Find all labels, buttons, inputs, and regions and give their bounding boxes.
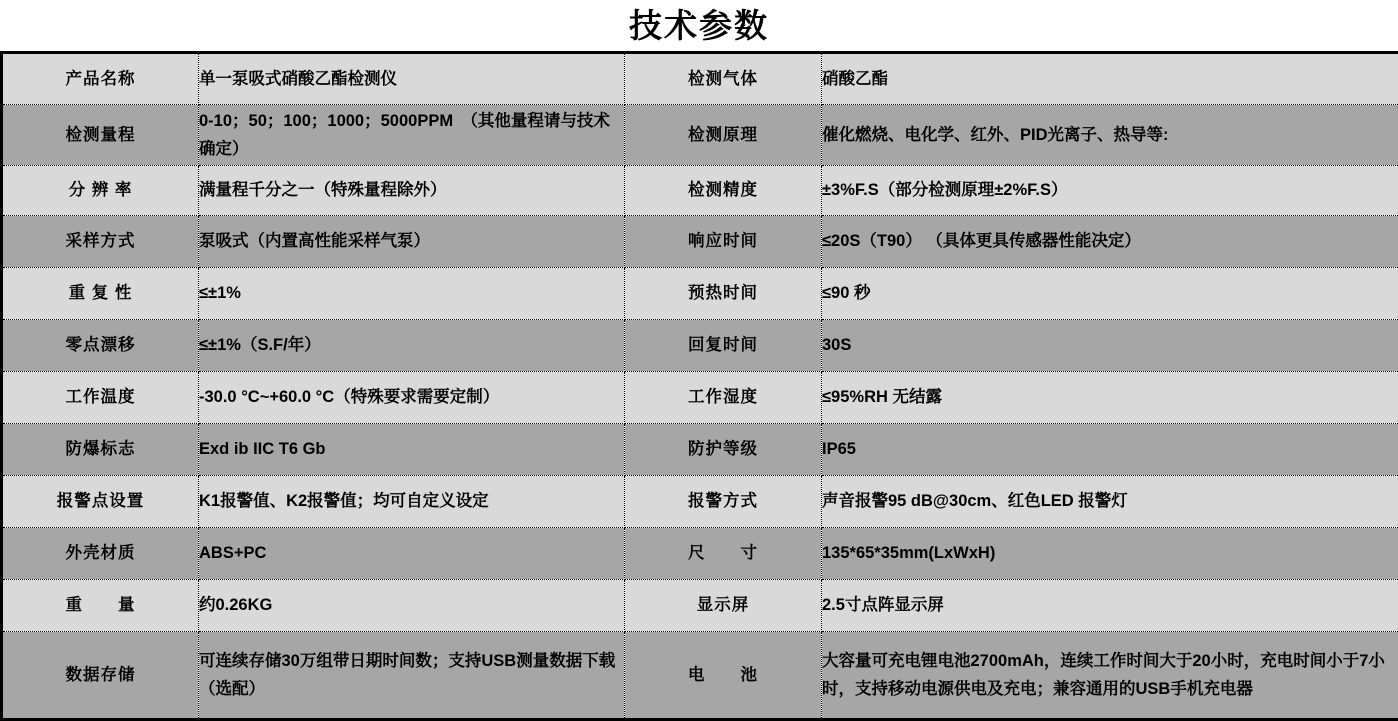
spec-table (0, 51, 1398, 721)
spec-label: 响应时间 (625, 215, 822, 267)
spec-label: 电 池 (625, 631, 822, 719)
spec-value: K1报警值、K2报警值；均可自定义设定 (199, 475, 625, 527)
spec-label: 零点漂移 (2, 319, 199, 371)
spec-label: 重 量 (2, 579, 199, 631)
spec-value: 大容量可充电锂电池2700mAh，连续工作时间大于20小时，充电时间小于7小时，支持移动电源供电及充电；兼容通用的USB手机充电器 (822, 631, 1398, 719)
table-row (2, 267, 1398, 319)
spec-label: 尺 寸 (625, 527, 822, 579)
spec-value: 泵吸式（内置高性能采样气泵） (199, 215, 625, 267)
table-row (2, 165, 1398, 215)
spec-value: 30S (822, 319, 1398, 371)
spec-value: ≤90 秒 (822, 267, 1398, 319)
spec-value: 0-10；50；100；1000；5000PPM （其他量程请与技术确定） (199, 104, 625, 165)
spec-label: 显示屏 (625, 579, 822, 631)
table-row (2, 52, 1398, 104)
table-row (2, 423, 1398, 475)
spec-value: ≤20S（T90） （具体更具传感器性能决定） (822, 215, 1398, 267)
spec-value: 2.5寸点阵显示屏 (822, 579, 1398, 631)
spec-label: 外壳材质 (2, 527, 199, 579)
spec-label: 报警方式 (625, 475, 822, 527)
spec-value: 声音报警95 dB@30cm、红色LED 报警灯 (822, 475, 1398, 527)
spec-label: 防护等级 (625, 423, 822, 475)
spec-label: 防爆标志 (2, 423, 199, 475)
table-row (2, 371, 1398, 423)
spec-value: 硝酸乙酯 (822, 52, 1398, 104)
spec-label: 工作湿度 (625, 371, 822, 423)
spec-value: 约0.26KG (199, 579, 625, 631)
spec-value: ≤±1% (199, 267, 625, 319)
spec-value: ±3%F.S（部分检测原理±2%F.S） (822, 165, 1398, 215)
spec-value: Exd ib IIC T6 Gb (199, 423, 625, 475)
spec-label: 分 辨 率 (2, 165, 199, 215)
table-row (2, 215, 1398, 267)
spec-value: -30.0 °C~+60.0 °C（特殊要求需要定制） (199, 371, 625, 423)
spec-label: 报警点设置 (2, 475, 199, 527)
spec-label: 检测精度 (625, 165, 822, 215)
spec-label: 检测原理 (625, 104, 822, 165)
spec-label: 检测气体 (625, 52, 822, 104)
spec-value: 催化燃烧、电化学、红外、PID光离子、热导等: (822, 104, 1398, 165)
spec-label: 检测量程 (2, 104, 199, 165)
spec-value: ≤±1%（S.F/年） (199, 319, 625, 371)
spec-label: 数据存储 (2, 631, 199, 719)
table-row (2, 475, 1398, 527)
spec-label: 采样方式 (2, 215, 199, 267)
table-row (2, 631, 1398, 719)
spec-label: 预热时间 (625, 267, 822, 319)
spec-label: 重 复 性 (2, 267, 199, 319)
table-row (2, 319, 1398, 371)
table-row (2, 104, 1398, 165)
spec-value: 135*65*35mm(LxWxH) (822, 527, 1398, 579)
table-row (2, 527, 1398, 579)
table-row (2, 579, 1398, 631)
spec-value: ≤95%RH 无结露 (822, 371, 1398, 423)
spec-value: ABS+PC (199, 527, 625, 579)
spec-value: 单一泵吸式硝酸乙酯检测仪 (199, 52, 625, 104)
spec-value: 可连续存储30万组带日期时间数；支持USB测量数据下载（选配） (199, 631, 625, 719)
spec-label: 工作温度 (2, 371, 199, 423)
spec-label: 产品名称 (2, 52, 199, 104)
spec-value: 满量程千分之一（特殊量程除外） (199, 165, 625, 215)
spec-value: IP65 (822, 423, 1398, 475)
spec-label: 回复时间 (625, 319, 822, 371)
page-title: 技术参数 (0, 0, 1398, 51)
